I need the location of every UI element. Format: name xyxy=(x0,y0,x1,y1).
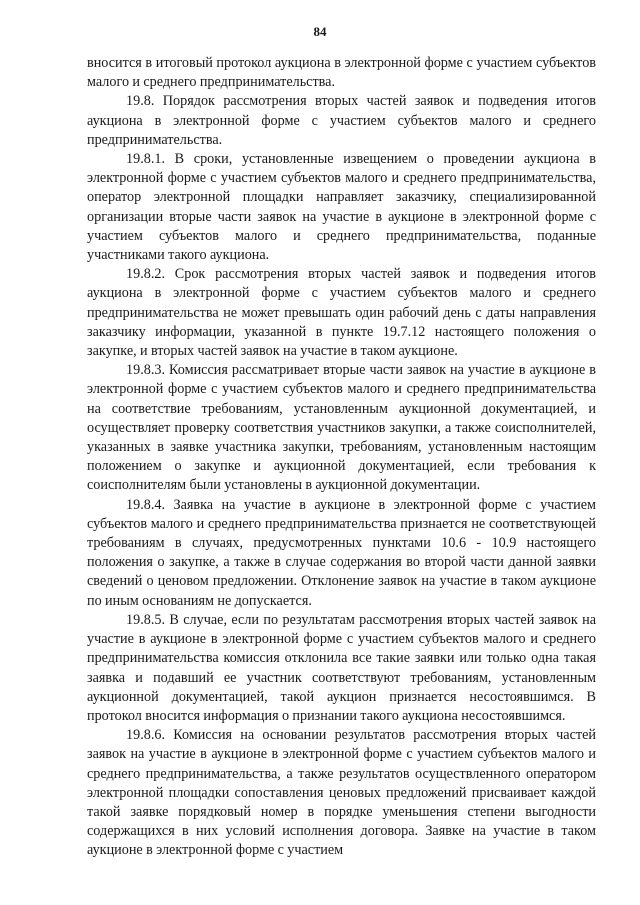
page-number: 84 xyxy=(313,24,327,39)
paragraph-19-8-2: 19.8.2. Срок рассмотрения вторых частей заявок и подведения итогов аукциона в электронной форме с участием субъектов малого и среднего предпринимательства не может превышать один рабочий день с даты направления заказчику информации, указанной в пункте 19.7.12 настоящего положения о закупке, и вторых частей заявок на участие в таком аукционе. xyxy=(87,266,596,360)
paragraph-continuation: вносится в итоговый протокол аукциона в электронной форме с участием субъектов малого и среднего предпринимательства. xyxy=(87,55,596,91)
document-body xyxy=(87,54,596,861)
paragraph-19-8-5: 19.8.5. В случае, если по результатам рассмотрения вторых частей заявок на участие в аукционе в электронной форме с участием субъектов малого и среднего предпринимательства комиссия отклонила все такие заявки или только одна такая заявка и подавший ее участник соответствуют требованиям, установленным аукционной документацией, такой аукцион признается несостоявшимся. В протокол вносится информация о признании такого аукциона несостоявшимся. xyxy=(87,611,596,724)
paragraph-19-8-4: 19.8.4. Заявка на участие в аукционе в электронной форме с участием субъектов малого и среднего предпринимательства признается не соответствующей требованиям в случаях, предусмотренных пунктами 10.6 - 10.9 настоящего положения о закупке, а также в случае содержания во второй части данной заявки сведений о ценовом предложении. Отклонение заявок на участие в таком аукционе по иным основаниям не допускается. xyxy=(87,496,596,609)
paragraph-19-8-1: 19.8.1. В сроки, установленные извещением о проведении аукциона в электронной форме с участием субъектов малого и среднего предпринимательства, оператор электронной площадки направляет заказчику, специализированной организации вторые части заявок на участие в аукционе в электронной форме с участием субъектов малого и среднего предпринимательства, поданные участниками такого аукциона. xyxy=(87,151,596,264)
paragraph-19-8-3: 19.8.3. Комиссия рассматривает вторые части заявок на участие в аукционе в электронной форме с участием субъектов малого и среднего предпринимательства на соответствие требованиям, установленным аукционной документацией, и осуществляет проверку соответствия участников закупки, а также соисполнителей, указанных в заявке участника закупки, требованиям, установленным настоящим положением о закупке и аукционной документацией, если требования к соисполнителям были установлены в аукционной документации. xyxy=(87,362,596,494)
paragraph-19-8: 19.8. Порядок рассмотрения вторых частей заявок и подведения итогов аукциона в электронной форме с участием субъектов малого и среднего предпринимательства. xyxy=(87,93,596,148)
paragraph-19-8-6: 19.8.6. Комиссия на основании результатов рассмотрения вторых частей заявок на участие в аукционе в электронной форме с участием субъектов малого и среднего предпринимательства, а также результатов осуществленного оператором электронной площадки сопоставления ценовых предложений присваивает каждой такой заявке порядковый номер в порядке уменьшения степени выгодности содержащихся в них условий исполнения договора. Заявке на участие в таком аукционе в электронной форме с участием xyxy=(87,727,596,859)
